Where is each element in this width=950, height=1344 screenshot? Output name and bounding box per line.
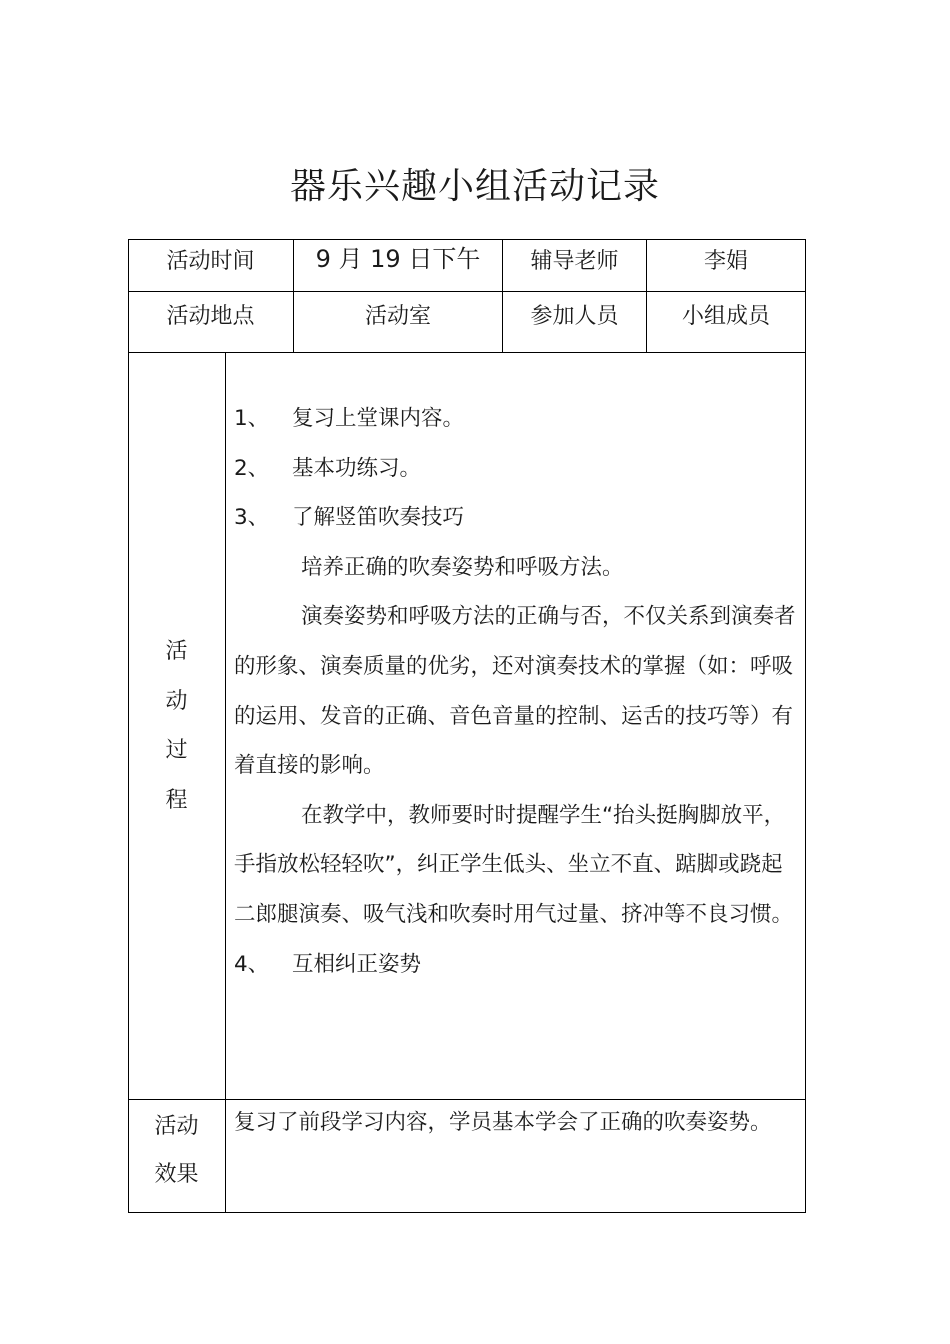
- time-label: 活动时间: [166, 248, 255, 274]
- teacher-value: 李娟: [703, 248, 748, 274]
- process-label-char: 程: [165, 787, 188, 813]
- item-text: 复习上堂课内容。: [292, 406, 465, 431]
- paragraph-teaching: 在教学中，教师要时时提醒学生“抬头挺胸脚放平，手指放松轻轻吹”，纠正学生低头、坐立不直、踮脚或跷起二郎腿演奏、吸气浅和吹奏时用气过量、挤冲等不良习惯。: [234, 802, 794, 927]
- place-label: 活动地点: [166, 304, 255, 329]
- effect-content: 复习了前段学习内容，学员基本学会了正确的吹奏姿势。: [234, 1110, 772, 1135]
- effect-label-line: 活动: [154, 1114, 199, 1139]
- table-line: [128, 1212, 806, 1213]
- item-number: 3、: [234, 505, 270, 531]
- sub-item: 培养正确的吹奏姿势和呼吸方法。: [301, 554, 624, 580]
- item-number: 4、: [234, 951, 270, 977]
- list-item: [234, 940, 799, 990]
- list-item: [234, 444, 799, 494]
- list-item: [234, 394, 799, 444]
- table-line: [128, 1099, 806, 1100]
- paragraph-posture: 演奏姿势和呼吸方法的正确与否，不仅关系到演奏者的形象、演奏质量的优劣，还对演奏技术的掌握（如：呼吸的运用、发音的正确、音色音量的控制、运舌的技巧等）有着直接的影响。: [234, 604, 796, 779]
- page-title: 器乐兴趣小组活动记录: [289, 166, 660, 207]
- teacher-label: 辅导老师: [530, 248, 619, 274]
- participants-value: 小组成员: [681, 304, 770, 329]
- item-text: 互相纠正姿势: [292, 951, 422, 977]
- table-line: [805, 239, 806, 1213]
- item-number: 2、: [234, 455, 270, 481]
- item-text: 了解竖笛吹奏技巧: [292, 505, 465, 531]
- item-number: 1、: [234, 406, 270, 431]
- table-line: [128, 352, 806, 353]
- process-label-char: 动: [165, 688, 188, 714]
- participants-label: 参加人员: [530, 304, 619, 329]
- list-item: [234, 493, 799, 543]
- process-label-char: 过: [165, 738, 188, 764]
- time-value: 9 月 19 日下午: [315, 244, 481, 273]
- place-value: 活动室: [364, 304, 431, 329]
- item-text: 基本功练习。: [292, 455, 422, 481]
- table-line: [225, 352, 226, 1213]
- process-label: [128, 627, 225, 825]
- process-label-char: 活: [165, 639, 188, 664]
- effect-label-line: 效果: [154, 1162, 199, 1187]
- record-table: [128, 239, 806, 1213]
- process-content: [234, 394, 799, 989]
- effect-label: [128, 1103, 225, 1199]
